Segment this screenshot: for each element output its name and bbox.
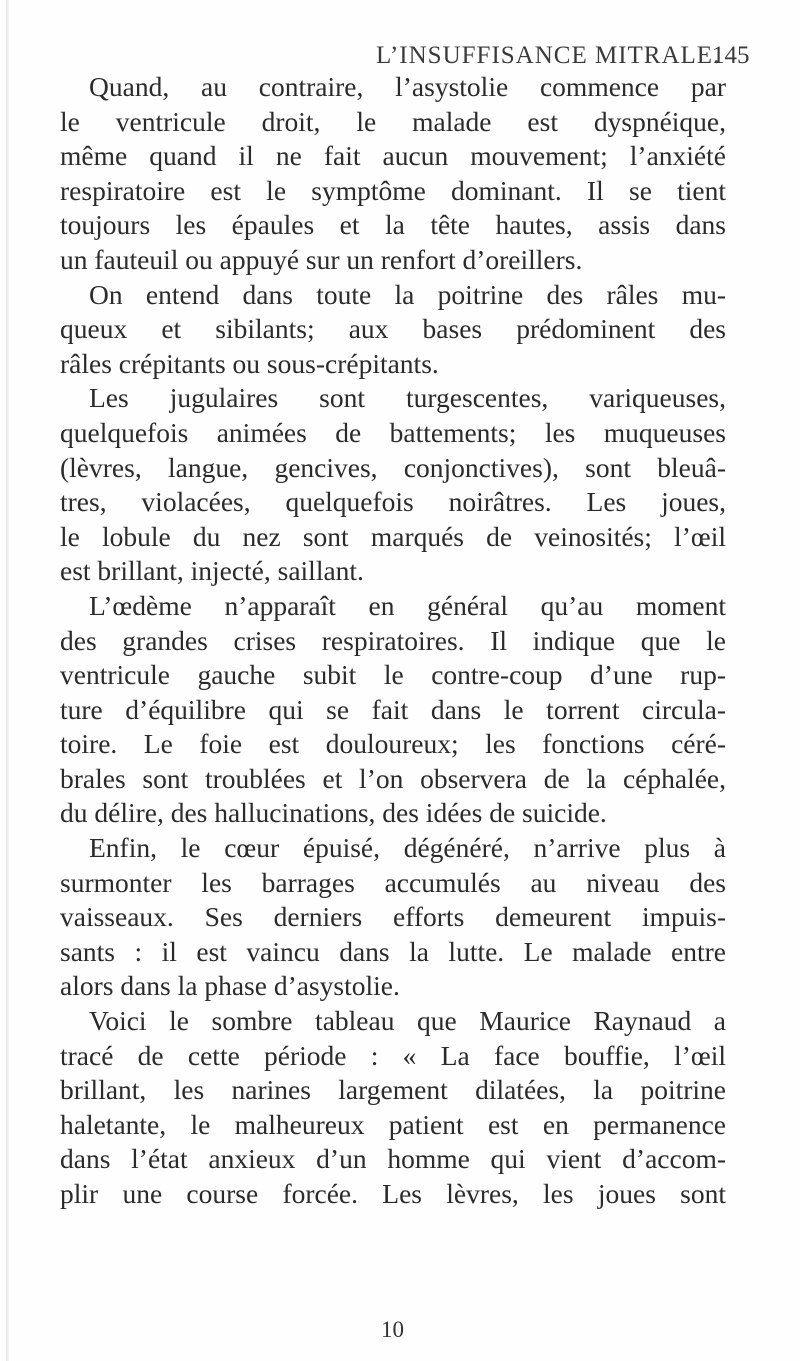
- signature-mark: 10: [381, 1317, 404, 1342]
- text-line: des grandes crises respiratoires. Il indique que le: [60, 624, 726, 656]
- text-line: Enfin, le cœur épuisé, dégénéré, n’arrive plus à: [89, 832, 726, 864]
- text-line: dans l’état anxieux d’un homme qui vient d’accom-: [60, 1143, 726, 1175]
- text-line: sants : il est vaincu dans la lutte. Le malade entre: [60, 935, 726, 967]
- text-line: queux et sibilants; aux bases prédominent des: [60, 313, 726, 345]
- text-line: un fauteuil ou appuyé sur un renfort d’oreillers.: [60, 243, 583, 275]
- text-line: L’œdème n’apparaît en général qu’au moment: [89, 589, 726, 621]
- text-line: est brillant, injecté, saillant.: [60, 555, 364, 587]
- text-line: respiratoire est le symptôme dominant. Il se tient: [60, 174, 726, 206]
- text-line: vaisseaux. Ses derniers efforts demeurent impuis-: [60, 901, 726, 933]
- text-line: ventricule gauche subit le contre-coup d’une rup-: [60, 659, 726, 691]
- running-title: L’INSUFFISANCE MITRALE.: [376, 42, 721, 69]
- page-number: 145: [712, 42, 750, 69]
- text-line: brillant, les narines largement dilatées, la poitrine: [60, 1074, 726, 1106]
- text-line: Quand, au contraire, l’asystolie commence par: [89, 71, 726, 102]
- text-line: toire. Le foie est douloureux; les fonctions céré-: [60, 728, 726, 760]
- text-line: Les jugulaires sont turgescentes, variqueuses,: [89, 382, 726, 414]
- page-edge-shadow: [6, 0, 9, 1361]
- text-line: le lobule du nez sont marqués de veinosités; l’œil: [60, 520, 726, 552]
- text-line: tres, violacées, quelquefois noirâtres. Les joues,: [60, 486, 726, 518]
- text-line: alors dans la phase d’asystolie.: [60, 970, 400, 1002]
- text-line: quelquefois animées de battements; les muqueuses: [60, 416, 726, 448]
- text-line: haletante, le malheureux patient est en permanence: [60, 1108, 726, 1140]
- text-line: tracé de cette période : « La face bouffie, l’œil: [60, 1039, 726, 1071]
- text-line: On entend dans toute la poitrine des râles mu-: [89, 278, 726, 310]
- text-line: le ventricule droit, le malade est dyspnéique,: [60, 105, 726, 137]
- text-line: plir une course forcée. Les lèvres, les joues sont: [60, 1178, 726, 1209]
- text-line: toujours les épaules et la tête hautes, assis dans: [60, 209, 726, 241]
- text-line: du délire, des hallucinations, des idées de suicide.: [60, 797, 607, 829]
- text-line: surmonter les barrages accumulés au niveau des: [60, 866, 726, 898]
- text-line: ture d’équilibre qui se fait dans le torrent circula-: [60, 693, 726, 725]
- text-line: Voici le sombre tableau que Maurice Raynaud a: [89, 1005, 726, 1037]
- body-text: [60, 70, 726, 1212]
- text-line: brales sont troublées et l’on observera de la céphalée,: [60, 762, 726, 794]
- text-line: même quand il ne fait aucun mouvement; l’anxiété: [60, 140, 726, 172]
- text-line: (lèvres, langue, gencives, conjonctives), sont bleuâ-: [60, 451, 726, 483]
- text-line: râles crépitants ou sous-crépitants.: [60, 347, 439, 379]
